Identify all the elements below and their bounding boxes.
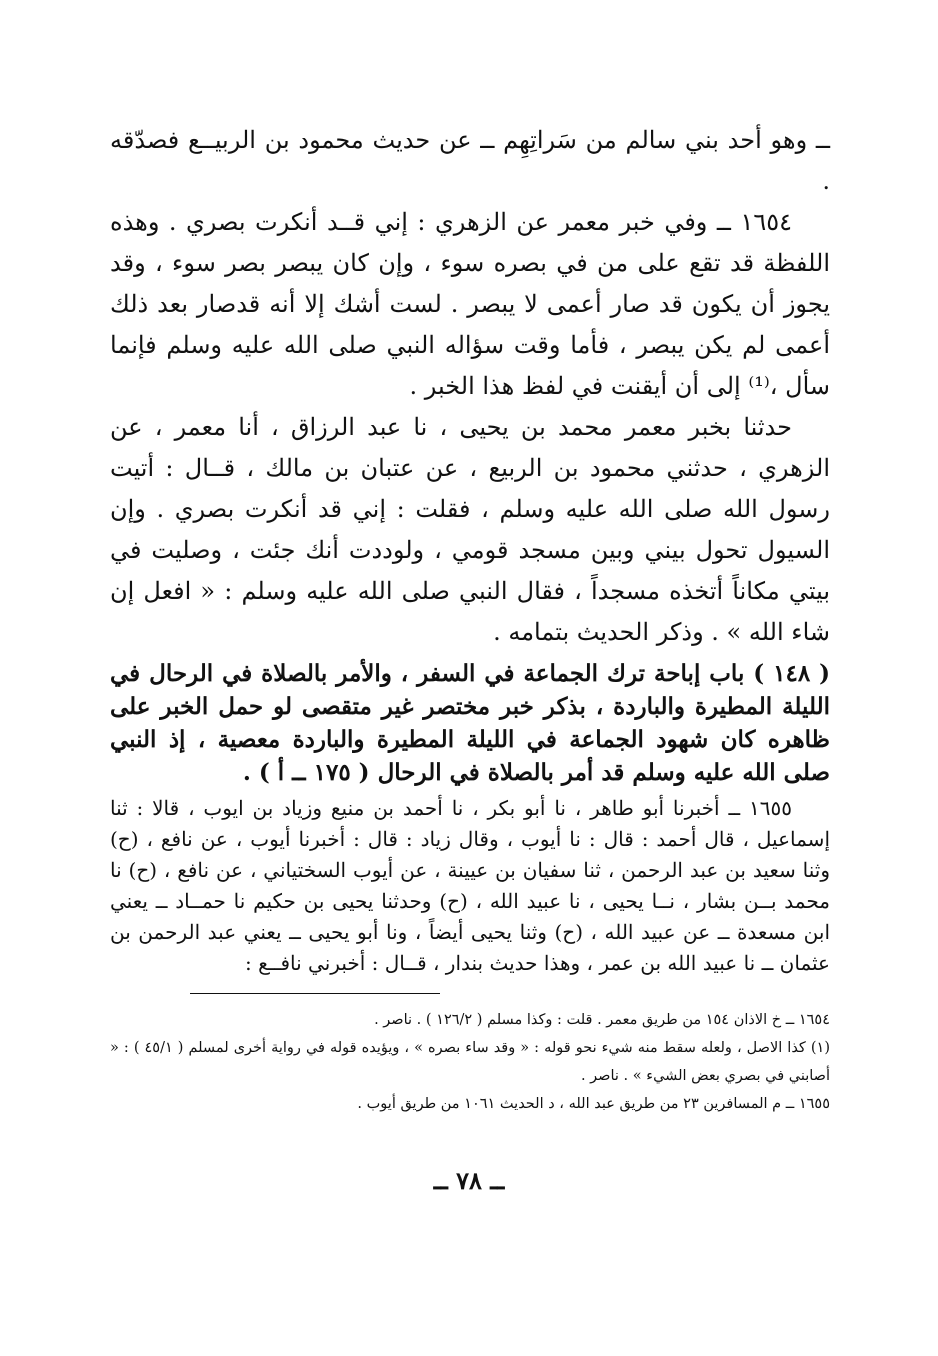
isnad-paragraph: حدثنا بخبر معمر محمد بن يحيى ، نا عبد الرزاق ، أنا معمر ، عن الزهري ، حدثني محمود بن الربيع ، عن عتبان بن مالك ، قــال : أتيت رسول الله صلى الله عليه وسلم ، فقلت : إني قد أنكرت بصري . وإن السيول تحول بيني وبين مسجد قومي ، ولوددت أنك جئت ، وصليت في بيتي مكاناً أتخذه مسجداً ، فقال النبي صلى الله عليه وسلم : « افعل إن شاء الله » . وذكر الحديث بتمامه .	[110, 413, 830, 646]
chapter-heading: ( ١٤٨ ) باب إباحة ترك الجماعة في السفر ، والأمر بالصلاة في الرحال في الليلة المطيرة والباردة ، بذكر خبر مختصر غير متقصى لو حمل الخبر على ظاهره كان شهود الجماعة في الليلة المطيرة والباردة معصية ، إذ النبي صلى الله عليه وسلم قد أمر بالصلاة في الرحال ( ١٧٥ ــ أ ) .	[110, 660, 830, 786]
footnotes-section	[110, 985, 830, 1118]
page-number: ــ ٧٨ ــ	[433, 1166, 505, 1195]
hadith-1654-paragraph: ١٦٥٤ ــ وفي خبر معمر عن الزهري : إني قــد أنكرت بصري . وهذه اللفظة قد تقع على من في بصره سوء ، وإن كان يبصر بصر سوء ، وقد يجوز أن يكون قد صار أعمى لا يبصر . لست أشك إلا أنه قدصار بعد ذلك أعمى لم يكن يبصر ، فأما وقت سؤاله النبي صلى الله عليه وسلم فإنما سأل ،⁽¹⁾ إلى أن أيقنت في لفظ هذا الخبر .	[110, 208, 830, 400]
footnote-1655: ١٦٥٥ ــ م المسافرين ٢٣ من طريق عبد الله ، د الحديث ١٠٦١ من طريق أيوب .	[357, 1096, 830, 1112]
page-body	[110, 120, 830, 1118]
hadith-1655-paragraph: ١٦٥٥ ــ أخبرنا أبو طاهر ، نا أبو بكر ، نا أحمد بن منيع وزياد بن ايوب ، قالا : ثنا إسماعيل ، قال أحمد : قال : نا أيوب ، وقال زياد : قال : أخبرنا أيوب ، عن نافع ، (ح) وثنا سعيد بن عبد الرحمن ، ثنا سفيان بن عيينة ، عن أيوب السختياني ، عن نافع ، (ح) نا محمد بــن بشار ، نــا يحيى ، نا عبيد الله ، (ح) وحدثنا يحيى بن حكيم نا حمــاد ــ يعني ابن مسعدة ــ عن عبيد الله ، (ح) وثنا يحيى أيضاً ، ونا أبو يحيى ــ يعني عبد الرحمن بن عثمان ــ نا عبيد الله بن عمر ، وهذا حديث بندار ، قــال : أخبرني نافــع :	[110, 796, 830, 975]
footnote-1: (١) كذا الاصل ، ولعله سقط منه شيء نحو قوله : « وقد ساء بصره » ، ويؤيده قوله في رواية أخرى لمسلم ( ٤٥/١ ) : « أصابني في بصري بعض الشيء » . ناصر .	[110, 1040, 830, 1084]
footnote-1654: ١٦٥٤ ــ خ الاذان ١٥٤ من طريق معمر . قلت : وكذا مسلم ( ١٢٦/٢ ) . ناصر .	[374, 1012, 830, 1028]
footnote-separator	[110, 985, 830, 1006]
intro-paragraph: ــ وهو أحد بني سالم من سَراتِهِم ــ عن حديث محمود بن الربيــع فصدّقه .	[110, 126, 830, 195]
